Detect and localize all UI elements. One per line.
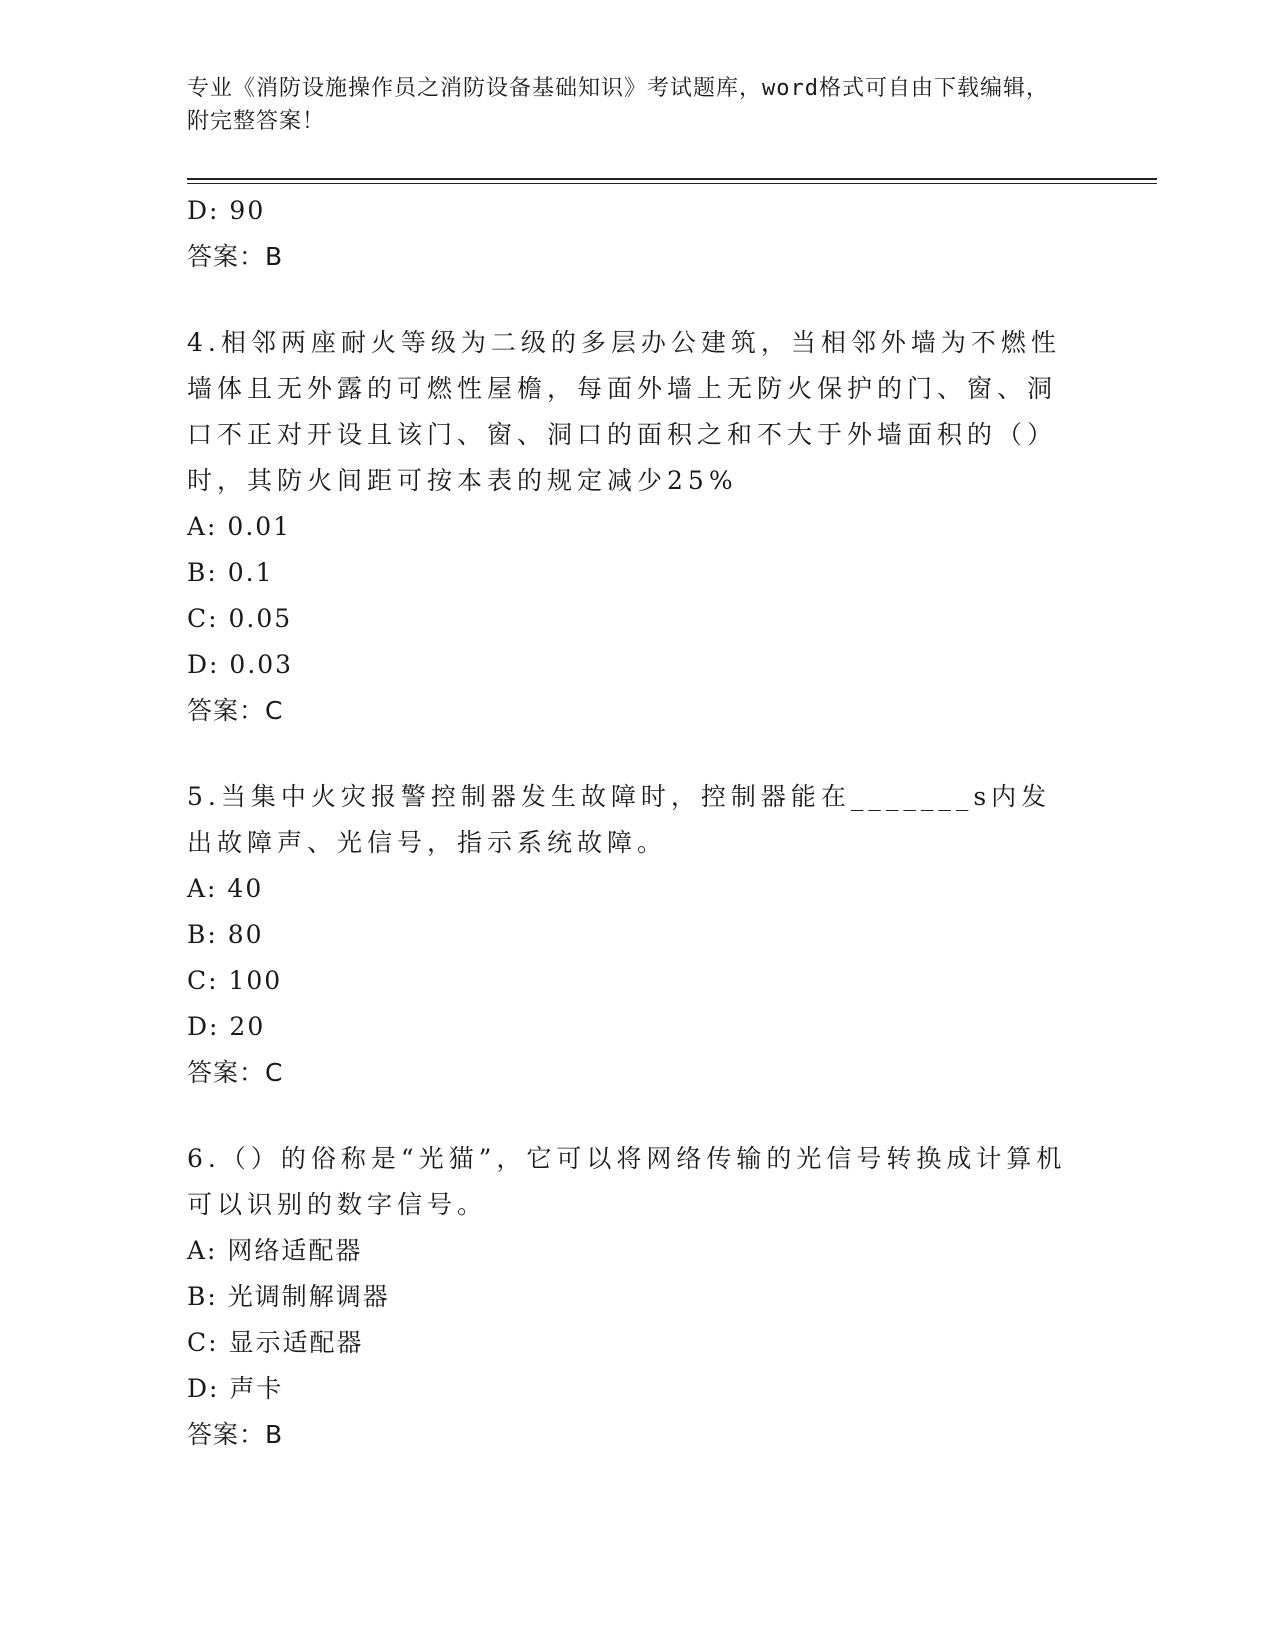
option-d: D: 20 xyxy=(187,1012,266,1041)
question-5 xyxy=(187,774,1077,1096)
header-rule-thin xyxy=(187,183,1157,184)
prev-answer: 答案：B xyxy=(187,242,284,271)
option-b: B: 光调制解调器 xyxy=(187,1282,390,1311)
option-a: A: 0.01 xyxy=(187,512,292,541)
option-c: C: 0.05 xyxy=(187,604,293,633)
option-d: D: 0.03 xyxy=(187,650,294,679)
option-c: C: 显示适配器 xyxy=(187,1328,364,1357)
option-b: B: 0.1 xyxy=(187,558,274,587)
answer: 答案：B xyxy=(187,1420,284,1449)
answer: 答案：C xyxy=(187,1058,284,1087)
option-b: B: 80 xyxy=(187,920,264,949)
question-text: 5.当集中火灾报警控制器发生故障时，控制器能在_______s内发出故障声、光信号，指示系统故障。 xyxy=(187,782,1052,857)
prev-option-d: D: 90 xyxy=(187,196,266,225)
question-text: 6.（）的俗称是“光猫”，它可以将网络传输的光信号转换成计算机可以识别的数字信号。 xyxy=(187,1144,1067,1219)
option-a: A: 40 xyxy=(187,874,264,903)
option-d: D: 声卡 xyxy=(187,1374,284,1403)
document-header: 专业《消防设施操作员之消防设备基础知识》考试题库，word格式可自由下载编辑，附完整答案！ xyxy=(187,76,1049,134)
header-rule-thick xyxy=(187,178,1157,180)
question-6 xyxy=(187,1136,1077,1458)
option-c: C: 100 xyxy=(187,966,283,995)
question-4 xyxy=(187,320,1077,734)
option-a: A: 网络适配器 xyxy=(187,1236,363,1265)
question-list xyxy=(187,188,1077,1458)
question-text: 4.相邻两座耐火等级为二级的多层办公建筑，当相邻外墙为不燃性墙体且无外露的可燃性屋檐，每面外墙上无防火保护的门、窗、洞口不正对开设且该门、窗、洞口的面积之和不大于外墙面积的（）时，其防火间距可按本表的规定减少25% xyxy=(187,328,1061,495)
answer: 答案：C xyxy=(187,696,284,725)
